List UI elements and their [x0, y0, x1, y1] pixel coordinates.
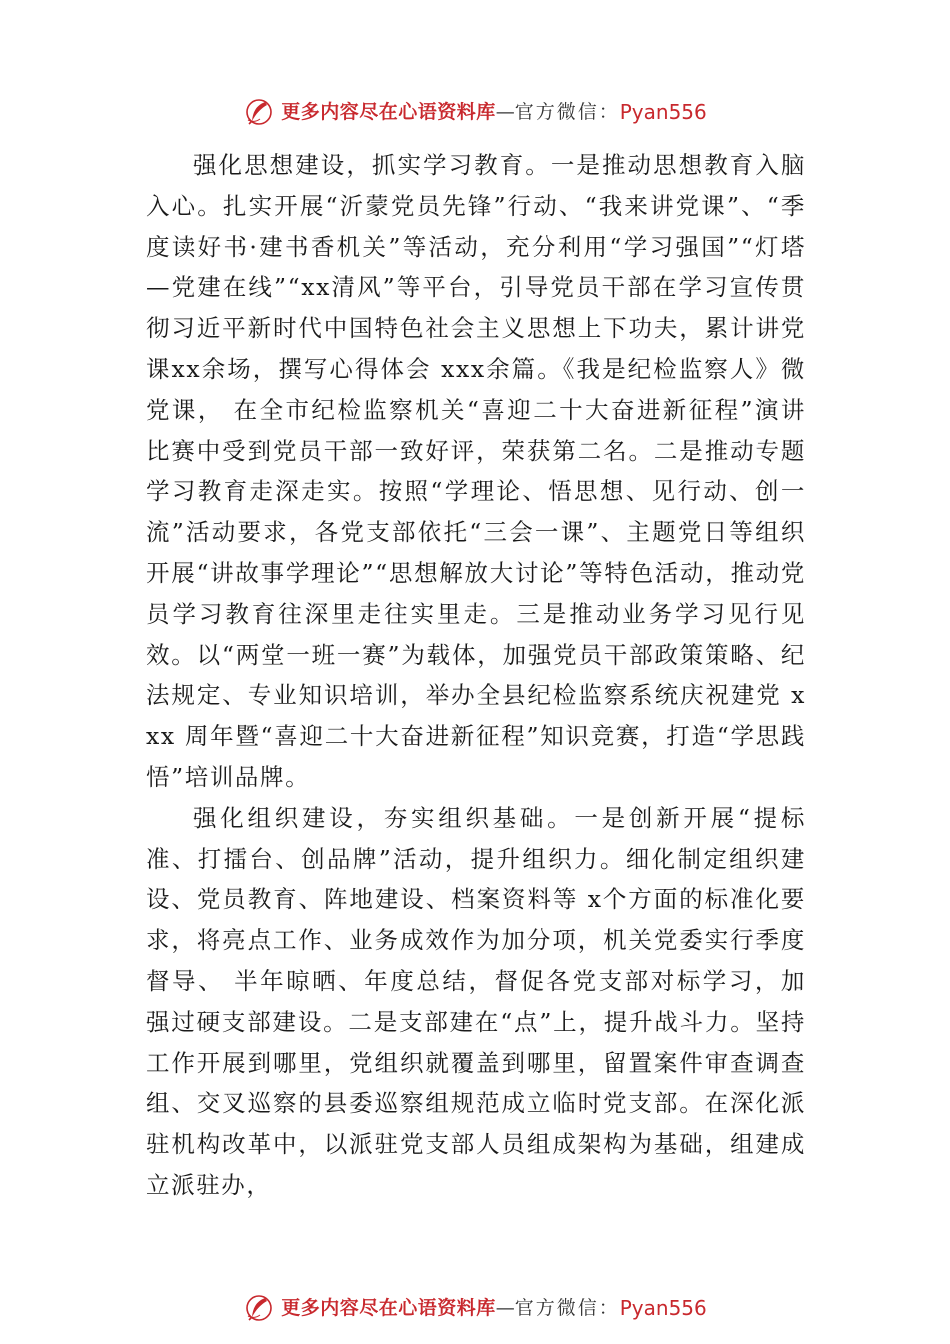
paragraph-ideological-building: 强化思想建设，抓实学习教育。一是推动思想教育入脑入心。扎实开展“沂蒙党员先锋”行动、“我来讲党课”、“季度读好书·建书香机关”等活动，充分利用“学习强国”“灯塔—党建在线”“xx清风”等平台，引导党员干部在学习宣传贯彻习近平新时代中国特色社会主义思想上下功夫，累计讲党课xx余场，撰写心得体会 xxx余篇。《我是纪检监察人》微党课， 在全市纪检监察机关“喜迎二十大奋进新征程”演讲比赛中受到党员干部一致好评，荣获第二名。二是推动专题学习教育走深走实。按照“学理论、悟思想、见行动、创一流”活动要求，各党支部依托“三会一课”、主题党日等组织开展“讲故事学理论”“思想解放大讨论”等特色活动，推动党员学习教育往深里走往实里走。三是推动业务学习见行见效。以“两堂一班一赛”为载体，加强党员干部政策策略、纪法规定、专业知识培训，举办全县纪检监察系统庆祝建党 xxx 周年暨“喜迎二十大奋进新征程”知识竞赛，打造“学思践悟”培训品牌。 — [146, 151, 806, 791]
banner-title: 更多内容尽在心语资料库 — [281, 101, 496, 123]
footer-banner — [0, 1292, 950, 1324]
banner-wechat-label: 官方微信： — [514, 101, 620, 123]
banner-title: 更多内容尽在心语资料库 — [281, 1297, 496, 1319]
banner-wechat-id: Pyan556 — [619, 100, 707, 124]
feather-quill-logo-icon — [243, 96, 275, 128]
banner-separator: — — [495, 101, 515, 123]
banner-wechat-label: 官方微信： — [514, 1297, 620, 1319]
header-banner — [0, 96, 950, 128]
feather-quill-logo-icon — [243, 1292, 275, 1324]
paragraph-organizational-building: 强化组织建设，夯实组织基础。一是创新开展“提标准、打擂台、创品牌”活动，提升组织力。细化制定组织建设、党员教育、阵地建设、档案资料等 x个方面的标准化要求，将亮点工作、业务成效作为加分项，机关党委实行季度督导、 半年晾晒、年度总结，督促各党支部对标学习，加强过硬支部建设。二是支部建在“点”上，提升战斗力。坚持工作开展到哪里，党组织就覆盖到哪里，留置案件审查调查组、交叉巡察的县委巡察组规范成立临时党支部。在深化派驻机构改革中，以派驻党支部人员组成架构为基础，组建成立派驻办， — [146, 803, 806, 1199]
banner-separator: — — [495, 1297, 515, 1319]
banner-wechat-id: Pyan556 — [619, 1296, 707, 1320]
document-body — [146, 145, 806, 1206]
